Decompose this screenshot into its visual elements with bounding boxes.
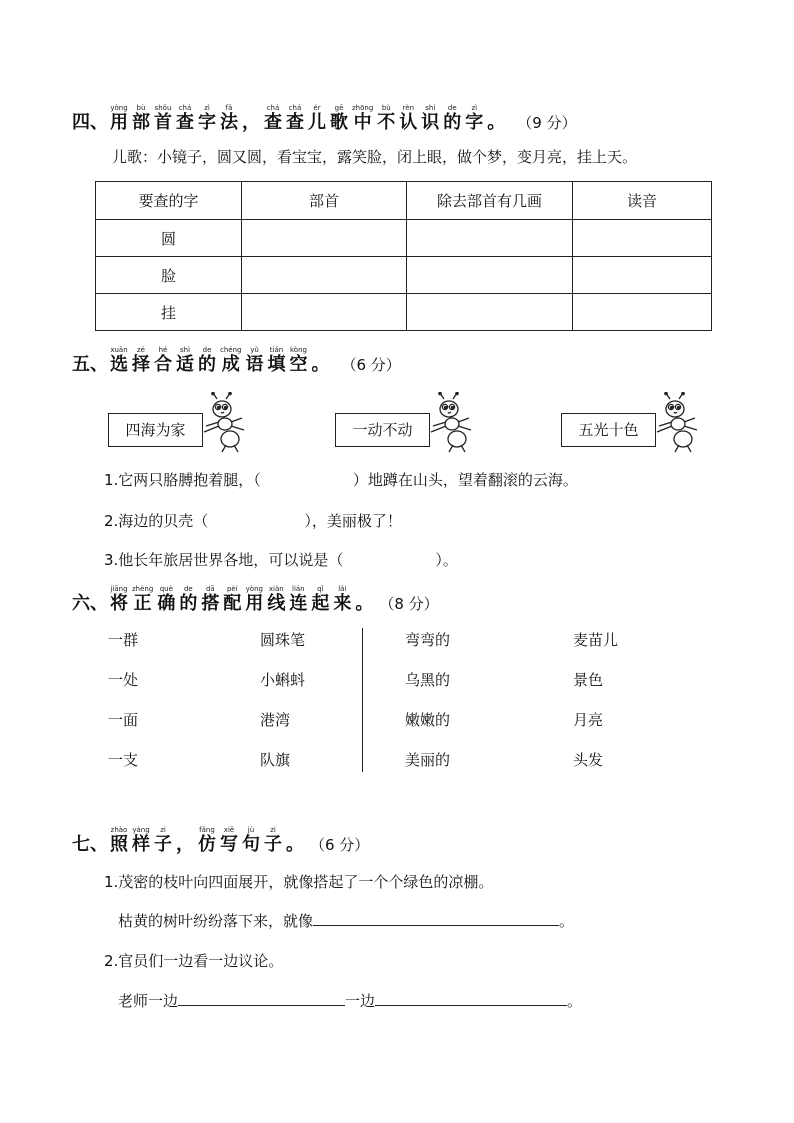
title-char: 将 bbox=[110, 593, 128, 614]
pinyin: zi bbox=[160, 826, 166, 834]
title-punctuation: 。 bbox=[487, 112, 506, 133]
section5-heading bbox=[72, 346, 401, 375]
title-char: 歌 bbox=[330, 112, 348, 133]
title-char-with-pinyin bbox=[154, 346, 172, 375]
prompt-text: 。 bbox=[559, 912, 575, 930]
pinyin: de bbox=[183, 585, 193, 593]
match-item[interactable]: 一处 bbox=[108, 671, 139, 689]
title-punctuation: 。 bbox=[286, 834, 304, 855]
pinyin: chá bbox=[178, 104, 192, 112]
title-char-with-pinyin bbox=[377, 104, 395, 133]
title-char: 起 bbox=[311, 593, 330, 614]
match-item[interactable]: 弯弯的 bbox=[405, 631, 451, 649]
question-3 bbox=[104, 550, 458, 570]
title-char: 儿 bbox=[308, 112, 326, 133]
pinyin: xiě bbox=[223, 826, 235, 834]
title-char: 用 bbox=[110, 112, 128, 133]
title-char: 线 bbox=[267, 593, 286, 614]
title-char: 搭 bbox=[201, 593, 220, 614]
radical-lookup-table bbox=[95, 181, 712, 331]
title-char-with-pinyin bbox=[201, 585, 219, 614]
table-char-cell: 圆 bbox=[96, 220, 242, 257]
title-char: 用 bbox=[245, 593, 264, 614]
title-char-with-pinyin bbox=[132, 826, 150, 855]
answer-cell[interactable] bbox=[573, 257, 712, 294]
title-char: 子 bbox=[264, 834, 282, 855]
title-char: 法 bbox=[220, 112, 238, 133]
title-char-with-pinyin bbox=[399, 104, 417, 133]
example-sentence-1: 1.茂密的枝叶向四面展开，就像搭起了一个个绿色的凉棚。 bbox=[104, 873, 494, 891]
pinyin: shì bbox=[179, 346, 191, 354]
section5-title bbox=[110, 346, 333, 375]
pinyin: bù bbox=[136, 104, 146, 112]
answer-cell[interactable] bbox=[242, 294, 407, 331]
pinyin: yòng bbox=[110, 104, 128, 112]
title-punctuation: 。 bbox=[311, 354, 330, 375]
title-char: 填 bbox=[267, 354, 286, 375]
question-1 bbox=[104, 470, 578, 490]
title-char: 正 bbox=[133, 593, 152, 614]
prompt-text: 一边 bbox=[345, 992, 376, 1010]
section-number: 五、 bbox=[72, 354, 108, 375]
section-score: （9 分） bbox=[517, 114, 577, 132]
title-char-with-pinyin bbox=[286, 104, 304, 133]
answer-cell[interactable] bbox=[242, 257, 407, 294]
match-item[interactable]: 景色 bbox=[573, 671, 604, 689]
section6-title bbox=[110, 585, 377, 614]
title-char: 仿 bbox=[198, 834, 216, 855]
title-char-with-pinyin bbox=[110, 585, 128, 614]
prompt-text: 。 bbox=[567, 992, 583, 1010]
title-char: 连 bbox=[289, 593, 308, 614]
match-item[interactable]: 一支 bbox=[108, 751, 139, 769]
imitation-line-2 bbox=[118, 991, 582, 1011]
match-item[interactable]: 港湾 bbox=[260, 711, 291, 729]
table-header-row bbox=[96, 182, 712, 220]
match-item[interactable]: 头发 bbox=[573, 751, 604, 769]
pinyin: zì bbox=[204, 104, 210, 112]
title-char-with-pinyin bbox=[154, 826, 172, 855]
section-score: （6 分） bbox=[341, 356, 401, 374]
ant-cartoon-icon bbox=[200, 392, 248, 454]
title-char: 写 bbox=[220, 834, 238, 855]
question-text: ）。 bbox=[435, 551, 458, 569]
section-score: （6 分） bbox=[310, 836, 370, 854]
ant-cartoon-icon bbox=[653, 392, 701, 454]
title-char: 合 bbox=[154, 354, 172, 375]
answer-cell[interactable] bbox=[407, 294, 573, 331]
title-char-with-pinyin bbox=[333, 585, 351, 614]
table-row bbox=[96, 220, 712, 257]
question-text: 2.海边的贝壳（ bbox=[104, 512, 209, 530]
section7-heading bbox=[72, 826, 369, 855]
rhyme-text: 儿歌：小镜子，圆又圆，看宝宝，露笑脸，闭上眼，做个梦，变月亮，挂上天。 bbox=[112, 148, 638, 166]
title-char: 空 bbox=[289, 354, 308, 375]
title-char-with-pinyin bbox=[110, 104, 128, 133]
table-header-cell: 除去部首有几画 bbox=[407, 182, 573, 220]
answer-underline[interactable] bbox=[178, 991, 345, 1006]
title-char-with-pinyin bbox=[352, 104, 373, 133]
title-char: 查 bbox=[264, 112, 282, 133]
pinyin: xiàn bbox=[268, 585, 284, 593]
pinyin: kòng bbox=[290, 346, 307, 354]
pinyin: de bbox=[202, 346, 212, 354]
prompt-text: 老师一边 bbox=[118, 992, 179, 1010]
title-char-with-pinyin bbox=[198, 104, 216, 133]
pinyin: rèn bbox=[402, 104, 415, 112]
pinyin: jù bbox=[247, 826, 255, 834]
title-char-with-pinyin bbox=[289, 585, 307, 614]
pinyin: chá bbox=[266, 104, 280, 112]
section4-title bbox=[110, 104, 509, 133]
title-char-with-pinyin bbox=[330, 104, 348, 133]
match-item[interactable]: 队旗 bbox=[260, 751, 291, 769]
prompt-text: 枯黄的树叶纷纷落下来，就像 bbox=[118, 912, 314, 930]
question-text: 1.它两只胳膊抱着腿，（ bbox=[104, 471, 261, 489]
section7-title bbox=[110, 826, 308, 855]
pinyin: yàng bbox=[132, 826, 150, 834]
title-char: 的 bbox=[198, 354, 216, 375]
pinyin: ér bbox=[313, 104, 321, 112]
question-2 bbox=[104, 511, 402, 531]
title-char-with-pinyin bbox=[242, 826, 260, 855]
pinyin: bù bbox=[381, 104, 391, 112]
title-char-with-pinyin bbox=[264, 104, 282, 133]
title-char-with-pinyin bbox=[267, 346, 285, 375]
example-sentence-2: 2.官员们一边看一边议论。 bbox=[104, 952, 284, 970]
title-char: 的 bbox=[443, 112, 462, 133]
ant-cartoon-icon bbox=[427, 392, 475, 454]
pinyin: yǔ bbox=[250, 346, 259, 354]
pinyin: fǎng bbox=[199, 826, 215, 834]
title-char-with-pinyin bbox=[220, 346, 241, 375]
title-char: 确 bbox=[157, 593, 176, 614]
column-divider bbox=[362, 628, 363, 772]
title-char-with-pinyin bbox=[132, 585, 153, 614]
title-char: 识 bbox=[421, 112, 440, 133]
table-row bbox=[96, 294, 712, 331]
pinyin: lái bbox=[338, 585, 347, 593]
title-char-with-pinyin bbox=[245, 585, 263, 614]
title-char: 查 bbox=[176, 112, 194, 133]
title-char: 字 bbox=[465, 112, 484, 133]
match-item[interactable]: 乌黑的 bbox=[405, 671, 451, 689]
title-char-with-pinyin bbox=[264, 826, 282, 855]
idiom-card: 五光十色 bbox=[561, 413, 656, 447]
title-char-with-pinyin bbox=[465, 104, 483, 133]
section-number: 七、 bbox=[72, 834, 108, 855]
match-item[interactable]: 圆珠笔 bbox=[260, 631, 306, 649]
title-char-with-pinyin bbox=[176, 104, 194, 133]
title-char: 查 bbox=[286, 112, 304, 133]
title-char: 不 bbox=[377, 112, 396, 133]
table-row bbox=[96, 257, 712, 294]
title-char-with-pinyin bbox=[223, 585, 241, 614]
pinyin: tián bbox=[269, 346, 284, 354]
answer-cell[interactable] bbox=[573, 220, 712, 257]
title-char: 句 bbox=[242, 834, 260, 855]
title-char: 选 bbox=[110, 354, 128, 375]
match-item[interactable]: 月亮 bbox=[573, 711, 604, 729]
section-score: （8 分） bbox=[379, 595, 439, 613]
pinyin: zhōng bbox=[352, 104, 374, 112]
title-char-with-pinyin bbox=[421, 104, 439, 133]
title-char-with-pinyin bbox=[198, 346, 216, 375]
title-char-with-pinyin bbox=[220, 826, 238, 855]
answer-cell[interactable] bbox=[407, 257, 573, 294]
match-item[interactable]: 美丽的 bbox=[405, 751, 451, 769]
section4-heading bbox=[72, 104, 577, 133]
section-number: 四、 bbox=[72, 112, 108, 133]
title-punctuation: ， bbox=[242, 112, 260, 133]
title-char: 照 bbox=[110, 834, 128, 855]
table-header-cell: 读音 bbox=[573, 182, 712, 220]
title-char-with-pinyin bbox=[443, 104, 461, 133]
title-char-with-pinyin bbox=[220, 104, 238, 133]
title-char-with-pinyin bbox=[157, 585, 175, 614]
title-char: 择 bbox=[132, 354, 150, 375]
pinyin: chéng bbox=[220, 346, 242, 354]
pinyin: hé bbox=[158, 346, 168, 354]
question-text: 3.他长年旅居世界各地，可以说是（ bbox=[104, 551, 344, 569]
idiom-card: 一动不动 bbox=[335, 413, 430, 447]
match-item[interactable]: 嫩嫩的 bbox=[405, 711, 451, 729]
answer-cell[interactable] bbox=[573, 294, 712, 331]
title-punctuation: ， bbox=[176, 834, 194, 855]
title-char-with-pinyin bbox=[308, 104, 326, 133]
title-char-with-pinyin bbox=[179, 585, 197, 614]
pinyin: dā bbox=[205, 585, 215, 593]
pinyin: yòng bbox=[245, 585, 263, 593]
title-char-with-pinyin bbox=[132, 346, 150, 375]
pinyin: fǎ bbox=[225, 104, 233, 112]
pinyin: zé bbox=[137, 346, 145, 354]
title-char-with-pinyin bbox=[154, 104, 172, 133]
pinyin: shǒu bbox=[154, 104, 172, 112]
title-char: 配 bbox=[223, 593, 242, 614]
title-char: 样 bbox=[132, 834, 150, 855]
table-header-cell: 要查的字 bbox=[96, 182, 242, 220]
title-char-with-pinyin bbox=[110, 346, 128, 375]
pinyin: zhèng bbox=[132, 585, 154, 593]
pinyin: què bbox=[159, 585, 173, 593]
match-item[interactable]: 小蝌蚪 bbox=[260, 671, 306, 689]
title-char: 部 bbox=[132, 112, 150, 133]
title-char: 首 bbox=[154, 112, 172, 133]
pinyin: xuǎn bbox=[110, 346, 128, 354]
section6-heading bbox=[72, 585, 439, 614]
title-char-with-pinyin bbox=[110, 826, 128, 855]
pinyin: zì bbox=[471, 104, 478, 112]
pinyin: gē bbox=[334, 104, 344, 112]
title-char: 中 bbox=[353, 112, 372, 133]
pinyin: lián bbox=[292, 585, 305, 593]
idiom-card: 四海为家 bbox=[108, 413, 203, 447]
pinyin: qǐ bbox=[317, 585, 324, 593]
question-text: ），美丽极了！ bbox=[304, 512, 402, 530]
pinyin: de bbox=[447, 104, 457, 112]
title-char: 语 bbox=[245, 354, 264, 375]
title-char: 来 bbox=[333, 593, 352, 614]
pinyin: shi bbox=[425, 104, 436, 112]
imitation-line-1 bbox=[118, 911, 574, 931]
table-char-cell: 挂 bbox=[96, 294, 242, 331]
match-item[interactable]: 一面 bbox=[108, 711, 139, 729]
title-char-with-pinyin bbox=[311, 585, 329, 614]
pinyin: zi bbox=[270, 826, 276, 834]
title-char-with-pinyin bbox=[289, 346, 307, 375]
title-char: 适 bbox=[176, 354, 194, 375]
pinyin: jiāng bbox=[110, 585, 128, 593]
title-char-with-pinyin bbox=[245, 346, 263, 375]
pinyin: chá bbox=[288, 104, 302, 112]
match-item[interactable]: 一群 bbox=[108, 631, 139, 649]
answer-cell[interactable] bbox=[242, 220, 407, 257]
answer-underline[interactable] bbox=[375, 991, 567, 1006]
title-char: 认 bbox=[399, 112, 418, 133]
table-char-cell: 脸 bbox=[96, 257, 242, 294]
pinyin: zhào bbox=[110, 826, 128, 834]
match-item[interactable]: 麦苗儿 bbox=[573, 631, 619, 649]
section-number: 六、 bbox=[72, 593, 108, 614]
title-char-with-pinyin bbox=[267, 585, 285, 614]
title-char-with-pinyin bbox=[132, 104, 150, 133]
title-punctuation: 。 bbox=[355, 593, 374, 614]
pinyin: pèi bbox=[226, 585, 238, 593]
title-char-with-pinyin bbox=[176, 346, 194, 375]
title-char: 字 bbox=[198, 112, 216, 133]
table-header-cell: 部首 bbox=[242, 182, 407, 220]
title-char: 的 bbox=[179, 593, 198, 614]
title-char-with-pinyin bbox=[198, 826, 216, 855]
title-char: 子 bbox=[154, 834, 172, 855]
answer-underline[interactable] bbox=[313, 911, 559, 926]
title-char: 成 bbox=[221, 354, 240, 375]
question-text: ）地蹲在山头，望着翻滚的云海。 bbox=[352, 471, 578, 489]
answer-cell[interactable] bbox=[407, 220, 573, 257]
